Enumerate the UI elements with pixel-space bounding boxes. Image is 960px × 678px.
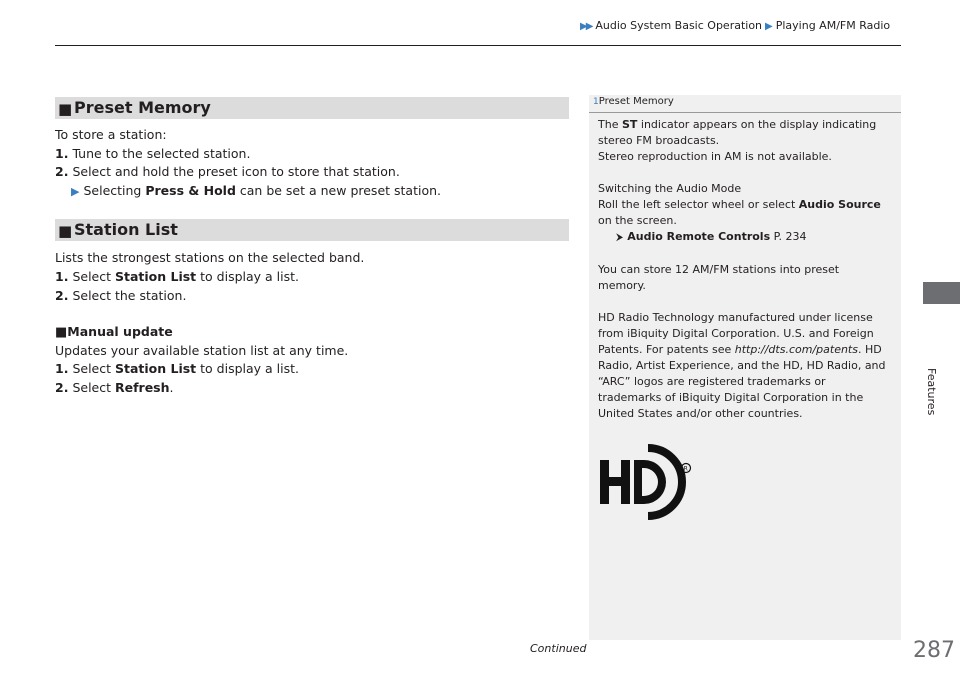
- chapter-tab[interactable]: [923, 282, 960, 304]
- preset-step-2: 2. Select and hold the preset icon to store that station.: [55, 164, 400, 179]
- manual-update-heading: ■Manual update: [55, 324, 173, 340]
- preset-intro: To store a station:: [55, 127, 167, 142]
- hd-radio-logo: [596, 438, 696, 528]
- notes-title: 1Preset Memory: [593, 96, 674, 107]
- reference-arrow-icon: ⮞: [616, 232, 624, 243]
- arrow-icon: ▶: [71, 185, 80, 198]
- note-line: The ST indicator appears on the display indicating: [598, 118, 877, 131]
- breadcrumb-item-am-fm-radio[interactable]: Playing AM/FM Radio: [775, 19, 891, 32]
- hd-logo-icon: [596, 438, 696, 528]
- manual-step-1: 1. Select Station List to display a list.: [55, 361, 299, 376]
- note-marker-icon: 1: [593, 97, 599, 107]
- note-line: stereo FM broadcasts.: [598, 134, 720, 147]
- note-line: Roll the left selector wheel or select Audio Source: [598, 198, 881, 211]
- manual-intro: Updates your available station list at any time.: [55, 343, 349, 358]
- station-step-1: 1. Select Station List to display a list.: [55, 269, 299, 284]
- continued-label: Continued: [530, 642, 587, 655]
- station-intro: Lists the strongest stations on the selected band.: [55, 250, 365, 265]
- note-line: Switching the Audio Mode: [598, 182, 742, 195]
- note-line: United States and/or other countries.: [598, 407, 803, 420]
- chapter-label: Features: [925, 368, 938, 416]
- note-line: Patents. For patents see http://dts.com/patents. HD: [598, 343, 882, 356]
- arrow-icon: ▶: [765, 21, 773, 32]
- note-line: You can store 12 AM/FM stations into preset: [598, 263, 840, 276]
- note-line: memory.: [598, 279, 646, 292]
- preset-step-1: 1. Tune to the selected station.: [55, 146, 251, 161]
- note-line: Radio, Artist Experience, and the HD, HD Radio, and: [598, 359, 886, 372]
- page-number: 287: [913, 638, 955, 663]
- header-divider: [55, 45, 901, 46]
- square-bullet-icon: ■: [58, 222, 73, 240]
- svg-text:R: R: [683, 465, 688, 473]
- preset-substep: ▶ Selecting Press & Hold can be set a new preset station.: [71, 183, 441, 198]
- double-arrow-icon: ▶▶: [580, 21, 592, 32]
- breadcrumb-item-audio-system[interactable]: Audio System Basic Operation: [595, 19, 763, 32]
- section-heading-preset-memory: ■ Preset Memory: [55, 97, 569, 119]
- note-line: HD Radio Technology manufactured under license: [598, 311, 873, 324]
- note-line: from iBiquity Digital Corporation. U.S. and Foreign: [598, 327, 874, 340]
- note-line: “ARC” logos are registered trademarks or: [598, 375, 826, 388]
- cross-reference-link[interactable]: ⮞ Audio Remote Controls P. 234: [616, 230, 807, 243]
- manual-step-2: 2. Select Refresh.: [55, 380, 174, 395]
- square-bullet-icon: ■: [55, 325, 68, 340]
- square-bullet-icon: ■: [58, 100, 73, 118]
- breadcrumb: [580, 19, 890, 32]
- note-line: on the screen.: [598, 214, 677, 227]
- note-line: trademarks of iBiquity Digital Corporation in the: [598, 391, 864, 404]
- note-line: Stereo reproduction in AM is not available.: [598, 150, 832, 163]
- station-step-2: 2. Select the station.: [55, 288, 187, 303]
- section-heading-station-list: ■ Station List: [55, 219, 569, 241]
